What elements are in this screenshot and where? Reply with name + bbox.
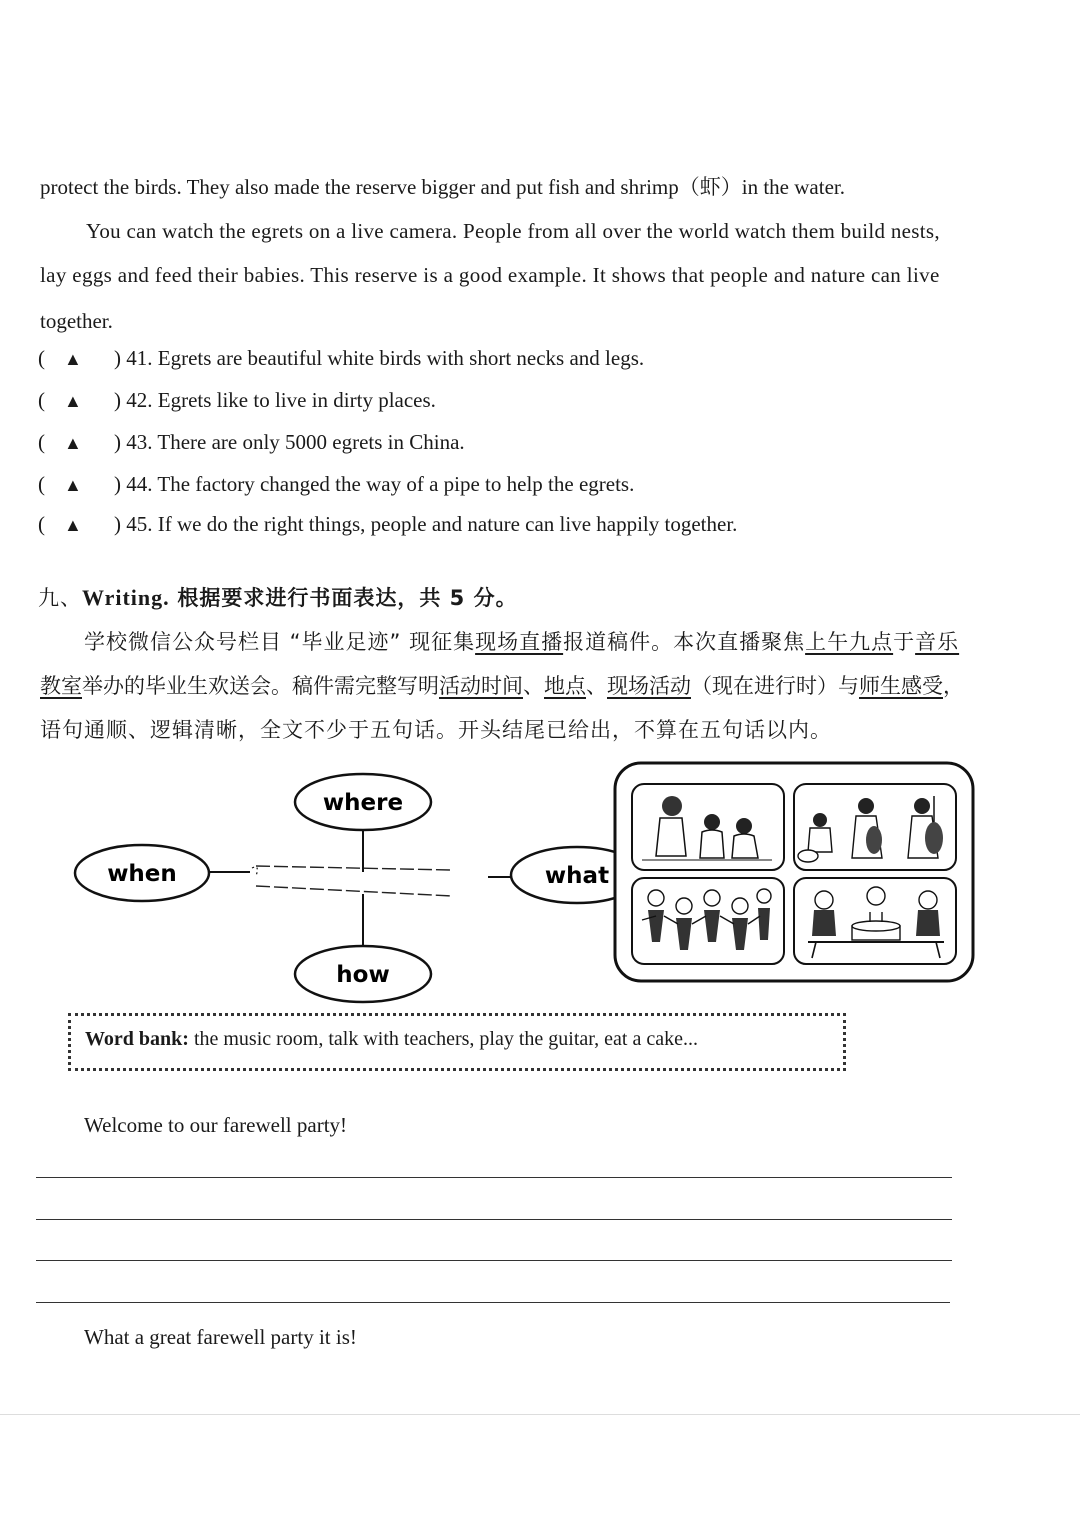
answer-line-4[interactable] xyxy=(36,1302,950,1303)
writing-heading xyxy=(38,582,518,612)
prompt-text: 报道稿件。本次直播聚焦 xyxy=(563,630,806,654)
triangle-icon: ▲ xyxy=(64,391,82,411)
where-label: where xyxy=(322,790,404,816)
answer-paren-open: ( xyxy=(38,472,45,496)
when-label: when xyxy=(107,861,177,887)
prompt-text: 举办的毕业生欢送会。稿件需完整写明 xyxy=(82,674,439,698)
answer-paren-open: ( xyxy=(38,346,45,370)
closing-sentence: What a great farewell party it is! xyxy=(84,1325,357,1349)
section-number: 九、 xyxy=(38,586,82,610)
page-divider xyxy=(0,1414,1080,1415)
prompt-underlined: 上午九点 xyxy=(805,630,894,654)
prompt-text: （现在进行时）与 xyxy=(691,674,859,698)
opening-sentence: Welcome to our farewell party! xyxy=(84,1113,348,1137)
scene-eating-cake xyxy=(794,878,956,964)
prompt-line-1 xyxy=(84,626,959,656)
section-instruction: 根据要求进行书面表达，共 5 分。 xyxy=(177,586,518,610)
party-illustration xyxy=(612,760,978,986)
question-44 xyxy=(38,472,634,497)
question-text: ) 43. There are only 5000 egrets in China. xyxy=(114,430,465,454)
prompt-line-3: 语句通顺、逻辑清晰，全文不少于五句话。开头结尾已给出，不算在五句话以内。 xyxy=(40,718,832,742)
triangle-icon: ▲ xyxy=(64,433,82,453)
how-label: how xyxy=(336,962,390,988)
answer-line-1[interactable] xyxy=(36,1177,952,1178)
scene-talk-with-teachers xyxy=(632,784,784,870)
prompt-underlined: 现场直播 xyxy=(475,630,564,654)
prompt-text: 、 xyxy=(586,674,607,698)
prompt-underlined: 活动时间 xyxy=(439,674,523,698)
dashed-line xyxy=(256,886,452,896)
section-title: Writing. xyxy=(82,585,170,610)
prompt-underlined: 教室 xyxy=(40,674,82,698)
answer-line-3[interactable] xyxy=(36,1260,952,1261)
dashed-line xyxy=(256,866,450,870)
word-bank-box xyxy=(68,1013,846,1071)
triangle-icon: ▲ xyxy=(64,475,82,495)
word-bank-label: Word bank: xyxy=(85,1028,189,1050)
prompt-text: 、 xyxy=(523,674,544,698)
question-43 xyxy=(38,430,465,455)
question-41 xyxy=(38,346,644,371)
triangle-icon: ▲ xyxy=(64,349,82,369)
answer-paren-open: ( xyxy=(38,430,45,454)
connector-line xyxy=(252,867,257,876)
answer-paren-open: ( xyxy=(38,512,45,536)
prompt-text: ， xyxy=(943,674,964,698)
prompt-text: 学校微信公众号栏目 “毕业足迹” 现征集 xyxy=(84,630,476,654)
question-42 xyxy=(38,388,436,413)
prompt-underlined: 地点 xyxy=(544,674,586,698)
triangle-icon: ▲ xyxy=(64,515,82,535)
question-text: ) 41. Egrets are beautiful white birds with short necks and legs. xyxy=(114,346,645,370)
answer-paren-open: ( xyxy=(38,388,45,412)
scene-dancing xyxy=(632,878,784,964)
question-45 xyxy=(38,512,737,537)
question-text: ) 42. Egrets like to live in dirty places. xyxy=(114,388,436,412)
prompt-underlined: 师生感受 xyxy=(859,674,943,698)
prompt-text: 于 xyxy=(893,630,916,654)
prompt-underlined: 现场活动 xyxy=(607,674,691,698)
scene-playing-instruments xyxy=(794,784,956,870)
question-text: ) 45. If we do the right things, people and nature can live happily together. xyxy=(114,512,738,536)
word-bank-text: the music room, talk with teachers, play the guitar, eat a cake... xyxy=(193,1028,698,1050)
prompt-underlined: 音乐 xyxy=(915,630,960,654)
mind-map xyxy=(60,760,660,1010)
answer-line-2[interactable] xyxy=(36,1219,952,1220)
what-label: what xyxy=(544,863,610,889)
passage-line-3: lay eggs and feed their babies. This reserve is a good example. It shows that people and nature can live xyxy=(40,263,940,287)
passage-line-4: together. xyxy=(40,309,113,333)
question-text: ) 44. The factory changed the way of a pipe to help the egrets. xyxy=(114,472,635,496)
passage-line-1: protect the birds. They also made the reserve bigger and put fish and shrimp（虾）in the water. xyxy=(40,175,845,199)
passage-line-2: You can watch the egrets on a live camera. People from all over the world watch them build nests, xyxy=(86,219,940,243)
prompt-line-2 xyxy=(40,670,964,700)
